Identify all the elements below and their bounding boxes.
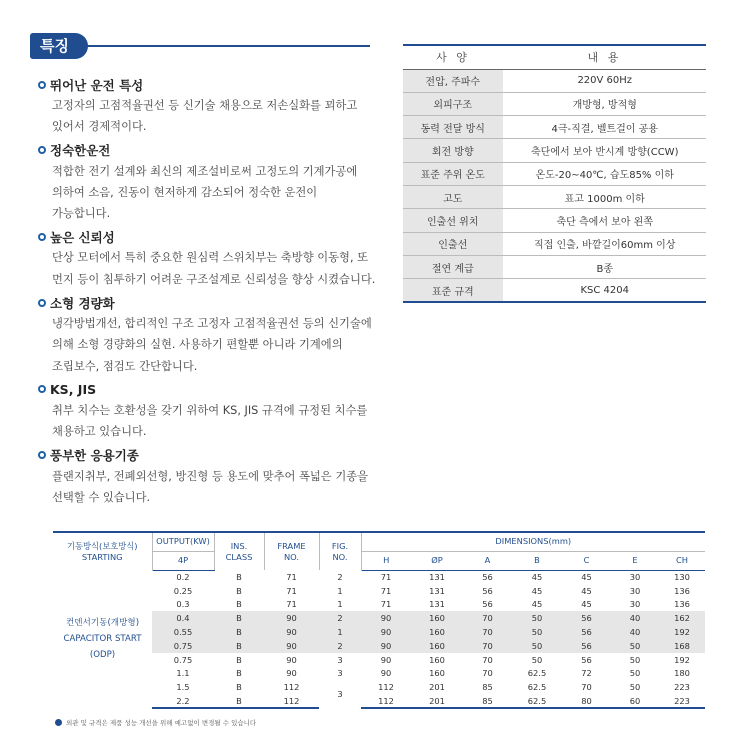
dimension-cell: 40 <box>611 611 659 625</box>
output-cell: 0.4 <box>152 611 214 625</box>
spec-col-value: 내 용 <box>503 45 706 69</box>
dimension-cell: 50 <box>629 682 641 693</box>
frame-cell: 71 <box>286 571 297 582</box>
spec-key: 표준 규격 <box>403 279 503 302</box>
spec-value: B종 <box>503 255 706 278</box>
spec-key: 전압, 주파수 <box>403 69 503 92</box>
output-header: OUTPUT(KW) <box>152 532 214 551</box>
dimension-cell: 50 <box>629 668 641 679</box>
dimension-cell: 90 <box>361 639 411 653</box>
spec-key: 절연 계급 <box>403 255 503 278</box>
dimension-cell: 201 <box>429 682 445 693</box>
circle-bullet-icon <box>38 385 46 393</box>
ins-class-cell: B <box>236 654 242 665</box>
ins-class-header: INS. CLASS <box>214 532 264 570</box>
dim-col-header: B <box>512 551 562 570</box>
dimension-cell: 90 <box>380 668 392 679</box>
dimension-cell: 112 <box>378 682 394 693</box>
frame-cell: 90 <box>286 654 297 665</box>
info-icon <box>55 719 62 726</box>
fig-cell: 3 <box>319 680 361 708</box>
spec-key: 회전 방향 <box>403 139 503 162</box>
spec-key: 외피구조 <box>403 92 503 115</box>
ins-class-cell: B <box>236 599 242 610</box>
dimension-cell: 40 <box>611 625 659 639</box>
dimension-cell: 50 <box>512 611 562 625</box>
dimension-cell: 131 <box>429 572 445 583</box>
dimension-cell: 85 <box>463 694 512 708</box>
output-cell: 0.75 <box>152 639 214 653</box>
dimension-cell: 160 <box>411 625 463 639</box>
ins-class-cell: B <box>214 694 264 708</box>
ins-class-cell: B <box>214 611 264 625</box>
spec-key: 인출선 위치 <box>403 209 503 232</box>
dimension-cell: 45 <box>581 599 592 610</box>
ins-class-cell: B <box>236 585 242 596</box>
dimension-cell: 180 <box>674 668 690 679</box>
fig-cell: 2 <box>319 611 361 625</box>
dim-col-header: E <box>611 551 659 570</box>
dimension-cell: 70 <box>581 682 592 693</box>
features-list <box>38 74 383 510</box>
dimension-cell: 90 <box>361 625 411 639</box>
spec-row <box>403 92 706 115</box>
frame-cell: 90 <box>264 625 319 639</box>
dimension-cell: 56 <box>581 654 592 665</box>
dimension-cell: 90 <box>380 654 392 665</box>
spec-value: 온도-20~40℃, 습도85% 이하 <box>503 162 706 185</box>
fig-cell: 2 <box>319 639 361 653</box>
dimension-cell: 50 <box>512 639 562 653</box>
dimension-cell: 112 <box>361 694 411 708</box>
circle-bullet-icon <box>38 81 46 89</box>
ins-class-cell: B <box>236 682 242 693</box>
dimensions-table <box>53 531 705 709</box>
dimension-cell: 168 <box>659 639 705 653</box>
poles-header: 4P <box>152 551 214 570</box>
table-row <box>53 570 705 584</box>
dimension-cell: 85 <box>482 682 493 693</box>
dimension-cell: 90 <box>361 611 411 625</box>
ins-class-cell: B <box>236 668 242 679</box>
dimension-cell: 223 <box>674 682 690 693</box>
spec-table <box>403 44 706 303</box>
dimension-cell: 50 <box>629 654 641 665</box>
feature-description: 적합한 전기 설계와 최신의 제조설비로써 고정도의 기계가공에 의하여 소음, 진동이 현저하게 감소되어 정숙한 운전이 가능합니다. <box>52 164 358 221</box>
dimension-cell: 201 <box>411 694 463 708</box>
dimension-cell: 160 <box>429 654 445 665</box>
frame-cell: 112 <box>264 694 319 708</box>
dimension-cell: 50 <box>611 639 659 653</box>
feature-item <box>38 292 383 377</box>
feature-description: 고정자의 고점적율권선 등 신기술 채용으로 저손실화를 꾀하고 있어서 경제적이다. <box>52 99 358 134</box>
spec-key: 고도 <box>403 185 503 208</box>
feature-item <box>38 226 383 290</box>
dimension-cell: 30 <box>629 585 641 596</box>
ins-class-cell: B <box>214 625 264 639</box>
feature-title: 소형 경량화 <box>38 292 383 313</box>
frame-cell: 90 <box>286 668 297 679</box>
dimension-cell: 45 <box>531 585 543 596</box>
spec-value: 표고 1000m 이하 <box>503 185 706 208</box>
feature-description: 단상 모터에서 특히 중요한 원심력 스위치부는 축방향 이동형, 또 먼지 등이 침투하기 어려운 구조설계로 신뢰성을 향상 시켰습니다. <box>52 251 376 286</box>
spec-value: 축단 측에서 보아 왼쪽 <box>503 209 706 232</box>
dimension-cell: 70 <box>463 611 512 625</box>
dimension-cell: 62.5 <box>512 694 562 708</box>
dimension-cell: 62.5 <box>527 682 547 693</box>
dimension-cell: 45 <box>531 599 543 610</box>
starting-method-label: 컨덴서기동(개방형) CAPACITOR START (ODP) <box>53 570 152 708</box>
spec-value: 4극-직결, 벨트걸이 공용 <box>503 116 706 139</box>
dimension-cell: 131 <box>429 585 445 596</box>
dim-col-header: ØP <box>411 551 463 570</box>
dimension-cell: 56 <box>562 625 611 639</box>
frame-cell: 112 <box>283 682 300 693</box>
dimension-cell: 160 <box>429 668 445 679</box>
starting-header: 기동방식(보호방식) STARTING <box>53 532 152 570</box>
feature-item <box>38 74 383 138</box>
dimension-cell: 45 <box>581 585 592 596</box>
fig-cell: 1 <box>337 599 343 610</box>
dimension-cell: 56 <box>562 639 611 653</box>
output-cell: 0.2 <box>176 572 190 583</box>
features-heading: 특징 <box>30 33 88 59</box>
spec-row <box>403 209 706 232</box>
frame-header: FRAME NO. <box>264 532 319 570</box>
dimension-cell: 45 <box>581 572 592 583</box>
feature-item <box>38 445 383 509</box>
feature-item <box>38 140 383 225</box>
dimension-cell: 30 <box>629 572 641 583</box>
feature-item <box>38 379 383 443</box>
dimension-cell: 223 <box>659 694 705 708</box>
frame-cell: 90 <box>264 639 319 653</box>
ins-class-cell: B <box>214 639 264 653</box>
dimension-cell: 30 <box>629 599 641 610</box>
frame-cell: 71 <box>286 585 297 596</box>
dimension-cell: 130 <box>674 572 690 583</box>
fig-cell: 2 <box>337 571 343 582</box>
spec-key: 동력 전달 방식 <box>403 116 503 139</box>
spec-value: 220V 60Hz <box>503 69 706 92</box>
spec-row <box>403 116 706 139</box>
dimension-cell: 62.5 <box>527 668 547 679</box>
dimension-cell: 192 <box>659 625 705 639</box>
dimension-cell: 70 <box>482 668 493 679</box>
footnote-text: 외관 및 규격은 제품 성능 개선을 위해 예고없이 변경될 수 있습니다 <box>66 719 257 727</box>
footnote <box>55 718 256 727</box>
ins-class-cell: B <box>236 571 242 582</box>
dim-col-header: A <box>463 551 512 570</box>
dimension-cell: 80 <box>562 694 611 708</box>
feature-title: KS, JIS <box>38 379 383 400</box>
spec-row <box>403 185 706 208</box>
feature-title: 풍부한 응용기종 <box>38 445 383 466</box>
output-cell: 0.25 <box>173 585 193 596</box>
spec-key: 표준 주위 온도 <box>403 162 503 185</box>
spec-row <box>403 162 706 185</box>
circle-bullet-icon <box>38 233 46 241</box>
dim-col-header: C <box>562 551 611 570</box>
output-cell: 1.5 <box>176 682 190 693</box>
circle-bullet-icon <box>38 146 46 154</box>
spec-col-key: 사 양 <box>403 45 503 69</box>
spec-row <box>403 255 706 278</box>
frame-cell: 90 <box>264 611 319 625</box>
dimension-cell: 60 <box>611 694 659 708</box>
header-rule <box>86 45 370 47</box>
dimension-cell: 56 <box>482 572 493 583</box>
spec-row <box>403 279 706 302</box>
output-cell: 0.55 <box>152 625 214 639</box>
dimension-cell: 136 <box>674 585 690 596</box>
circle-bullet-icon <box>38 299 46 307</box>
dimension-cell: 136 <box>674 599 690 610</box>
feature-title: 정숙한운전 <box>38 140 383 161</box>
dimension-cell: 70 <box>482 654 493 665</box>
dimension-cell: 160 <box>411 639 463 653</box>
spec-value: 축단에서 보아 반시계 방향(CCW) <box>503 139 706 162</box>
spec-value: KSC 4204 <box>503 279 706 302</box>
dim-col-header: CH <box>659 551 705 570</box>
dimension-cell: 50 <box>531 654 543 665</box>
fig-cell: 1 <box>337 585 343 596</box>
feature-title: 뛰어난 운전 특성 <box>38 74 383 95</box>
output-cell: 2.2 <box>152 694 214 708</box>
dimension-cell: 160 <box>411 611 463 625</box>
feature-description: 플랜지취부, 전폐외선형, 방진형 등 용도에 맞추어 폭넓은 기종을 선택할 수 있습니다. <box>52 469 369 504</box>
spec-value: 직접 인출, 바깥길이60mm 이상 <box>503 232 706 255</box>
dimension-cell: 192 <box>674 654 690 665</box>
dimension-cell: 45 <box>531 572 543 583</box>
feature-description: 취부 치수는 호환성을 갖기 위하여 KS, JIS 규격에 규정된 치수를 채용하고 있습니다. <box>52 403 368 439</box>
dimension-cell: 71 <box>380 585 392 596</box>
fig-header: FIG. NO. <box>319 532 361 570</box>
dimension-cell: 56 <box>482 599 493 610</box>
dimension-cell: 56 <box>562 611 611 625</box>
dimension-cell: 162 <box>659 611 705 625</box>
frame-cell: 71 <box>286 599 297 610</box>
output-cell: 0.3 <box>176 599 190 610</box>
spec-row <box>403 69 706 92</box>
dimension-cell: 71 <box>380 572 392 583</box>
output-cell: 1.1 <box>176 668 190 679</box>
dimension-cell: 70 <box>463 625 512 639</box>
dimension-cell: 70 <box>463 639 512 653</box>
dimension-cell: 72 <box>581 668 592 679</box>
dimension-cell: 56 <box>482 585 493 596</box>
features-header <box>30 30 370 60</box>
dimension-cell: 50 <box>512 625 562 639</box>
spec-key: 인출선 <box>403 232 503 255</box>
dimensions-group-header: DIMENSIONS(mm) <box>361 532 705 551</box>
fig-cell: 3 <box>337 668 343 679</box>
spec-row <box>403 139 706 162</box>
dim-col-header: H <box>361 551 411 570</box>
output-cell: 0.75 <box>173 654 193 665</box>
spec-row <box>403 232 706 255</box>
dimension-cell: 71 <box>380 599 392 610</box>
dimension-cell: 131 <box>429 599 445 610</box>
fig-cell: 1 <box>319 625 361 639</box>
fig-cell: 3 <box>337 654 343 665</box>
feature-description: 냉각방법개선, 합리적인 구조 고정자 고점적율권선 등의 신기술에 의해 소형 경량화의 실현. 사용하기 편할뿐 아니라 기계에의 조립보수, 점검도 간단합니다. <box>52 317 372 373</box>
spec-value: 개방형, 방적형 <box>503 92 706 115</box>
circle-bullet-icon <box>38 451 46 459</box>
feature-title: 높은 신뢰성 <box>38 226 383 247</box>
